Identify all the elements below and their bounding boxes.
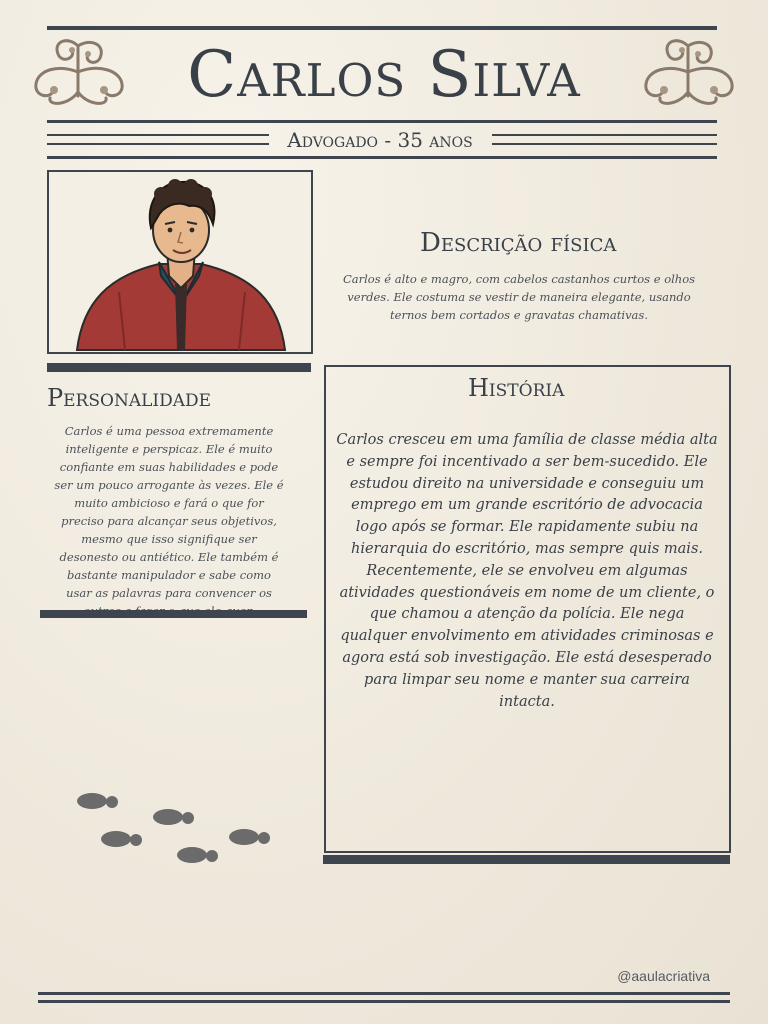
history-heading: História [468,374,565,402]
footprint-icon [176,844,220,866]
footer-rule-2 [38,1000,730,1003]
personality-top-bar [47,363,311,372]
physical-heading: Descrição física [420,228,617,258]
portrait-frame [47,170,313,354]
page-title: Carlos Silva [187,38,581,112]
header-rule-1 [47,120,717,123]
header-rule-right-a [492,134,717,136]
history-text: Carlos cresceu em uma família de classe média alta e sempre foi incentivado a ser bem-sucedido. Ele estudou direito na universidade e conseguiu um emprego em um grande escritório de advocacia logo após se formar. Ele rapidamente subiu na hierarquia do escritório, mas sempre quis mais. Recentemente, ele se envolveu em algumas atividades questionáveis em nome de um cliente, o que chamou a atenção da polícia. Ele nega qualquer envolvimento em atividades criminosas e agora está sob investigação. Ele está desesperado para limpar seu nome e manter sua carreira intacta. [336,432,718,710]
footprint-icon [100,828,144,850]
header-rule-right-b [492,143,717,145]
footprint-icon [152,806,196,828]
header-rule-2 [47,156,717,159]
author-handle: @aaulacriativa [617,968,710,984]
footer-rule-1 [38,992,730,995]
character-portrait [49,172,311,352]
footprint-icon [228,826,272,848]
header-rule-left-b [47,143,269,145]
physical-text: Carlos é alto e magro, com cabelos castanhos curtos e olhos verdes. Ele costuma se vestir de maneira elegante, usando ternos bem cortados e gravatas chamativas. [342,272,696,322]
page-subtitle: Advogado - 35 anos [287,128,473,152]
footprint-icon [76,790,120,812]
history-bottom-bar [323,855,730,864]
personality-heading: Personalidade [47,384,212,412]
personality-text: Carlos é uma pessoa extremamente inteligente e perspicaz. Ele é muito confiante em suas habilidades e pode ser um pouco arrogante às vezes. Ele é muito ambicioso e fará o que for preciso para alcançar seus objetivos, mesmo que isso signifique ser desonesto ou antiético. Ele também é bastante manipulador e sabe como usar as palavras para convencer os [54,424,284,600]
header-rule-left-a [47,134,269,136]
personality-bottom-bar [40,610,307,618]
